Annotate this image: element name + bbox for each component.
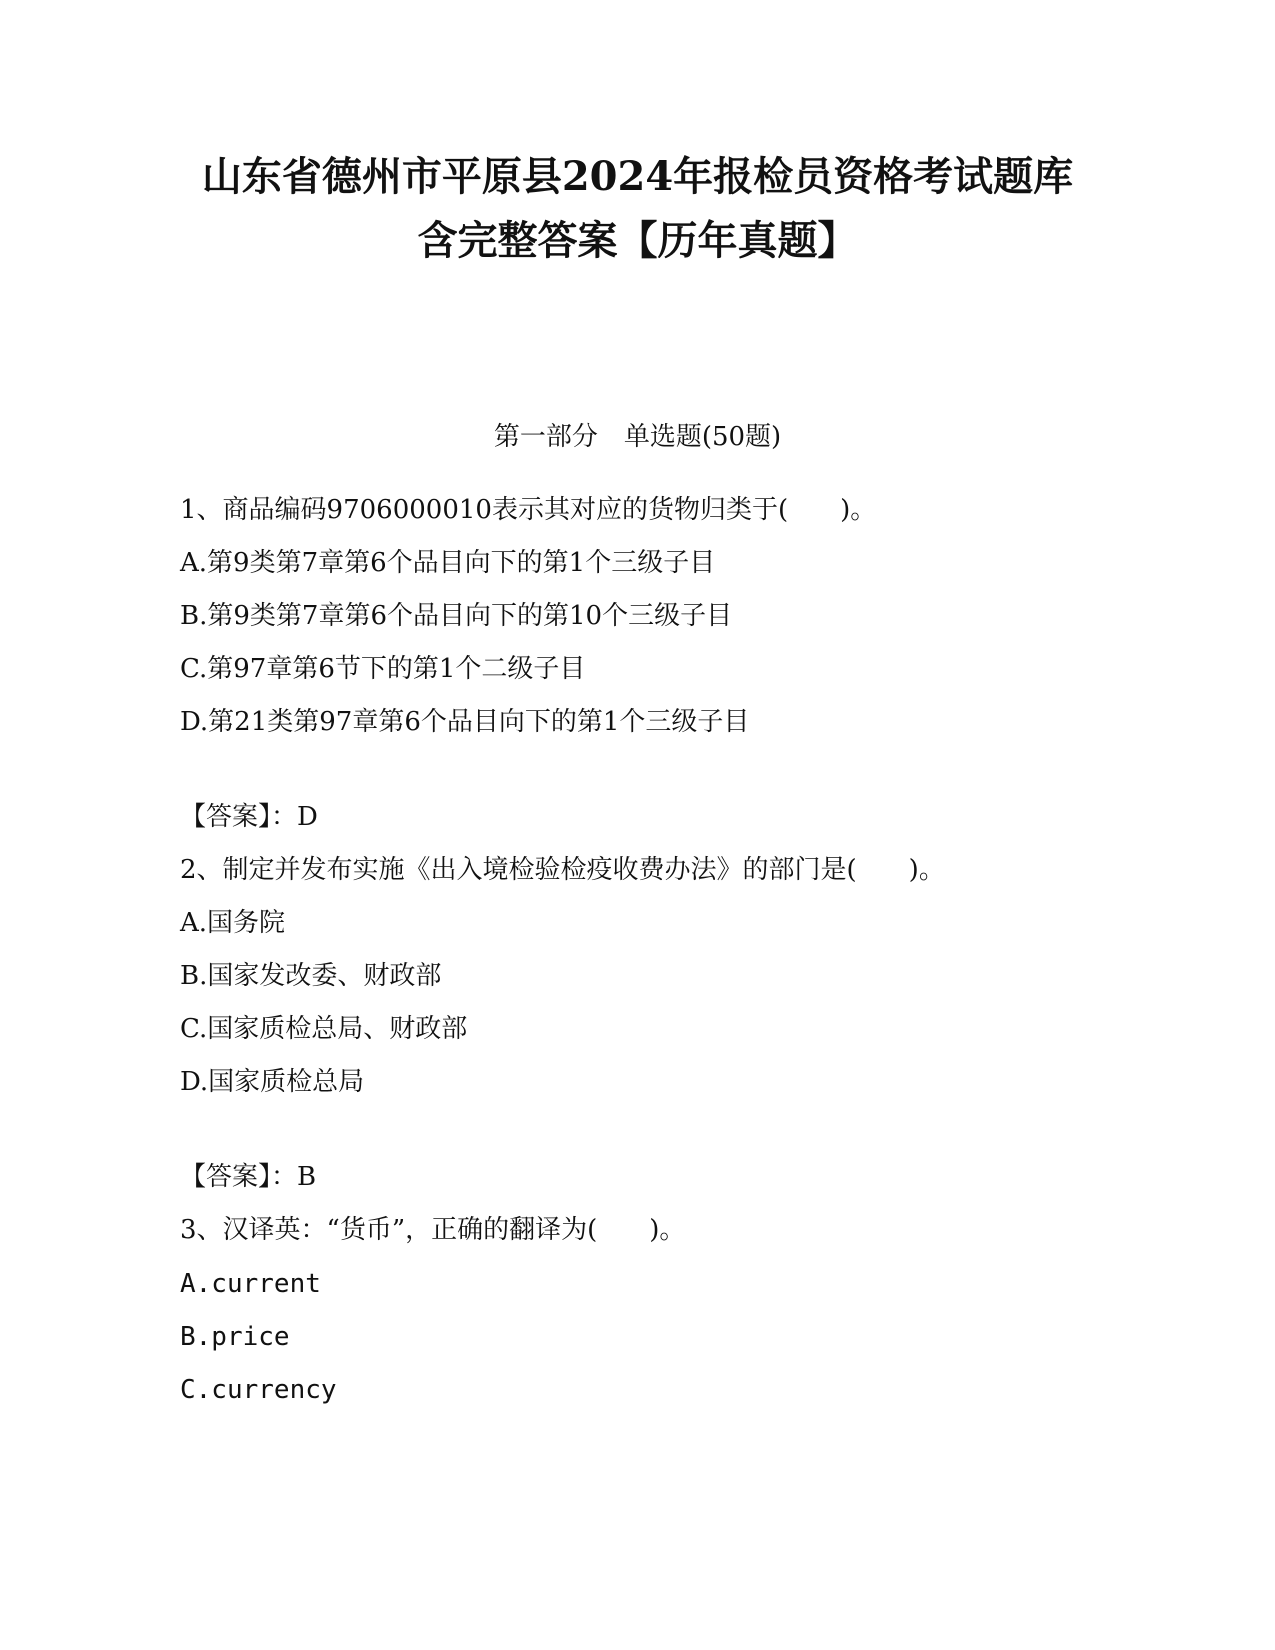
question-2-option-b: B.国家发改委、财政部 [180, 961, 442, 991]
question-1-option-a: A.第9类第7章第6个品目向下的第1个三级子目 [180, 548, 716, 578]
document-title-line-1: 山东省德州市平原县2024年报检员资格考试题库 [201, 153, 1074, 200]
question-1-option-b: B.第9类第7章第6个品目向下的第10个三级子目 [180, 601, 733, 631]
question-3-option-b: B.price [180, 1322, 290, 1352]
question-2-answer: 【答案】：B [180, 1162, 317, 1192]
question-2-stem: 2、制定并发布实施《出入境检验检疫收费办法》的部门是( )。 [180, 855, 945, 885]
question-3-stem: 3、汉译英：“货币”，正确的翻译为( )。 [180, 1215, 686, 1245]
question-1-stem: 1、商品编码9706000010表示其对应的货物归类于( )。 [180, 495, 877, 525]
question-3-option-c: C.currency [180, 1375, 337, 1405]
question-1-option-d: D.第21类第97章第6个品目向下的第1个三级子目 [180, 707, 750, 737]
question-1-answer: 【答案】：D [180, 802, 318, 832]
question-1-option-c: C.第97章第6节下的第1个二级子目 [180, 654, 586, 684]
question-2-option-c: C.国家质检总局、财政部 [180, 1014, 468, 1044]
document-title-line-2: 含完整答案【历年真题】 [417, 217, 858, 264]
question-2-option-d: D.国家质检总局 [180, 1067, 365, 1097]
question-2-option-a: A.国务院 [180, 908, 286, 938]
question-3-option-a: A.current [180, 1269, 321, 1299]
section-heading: 第一部分 单选题(50题) [493, 422, 782, 452]
